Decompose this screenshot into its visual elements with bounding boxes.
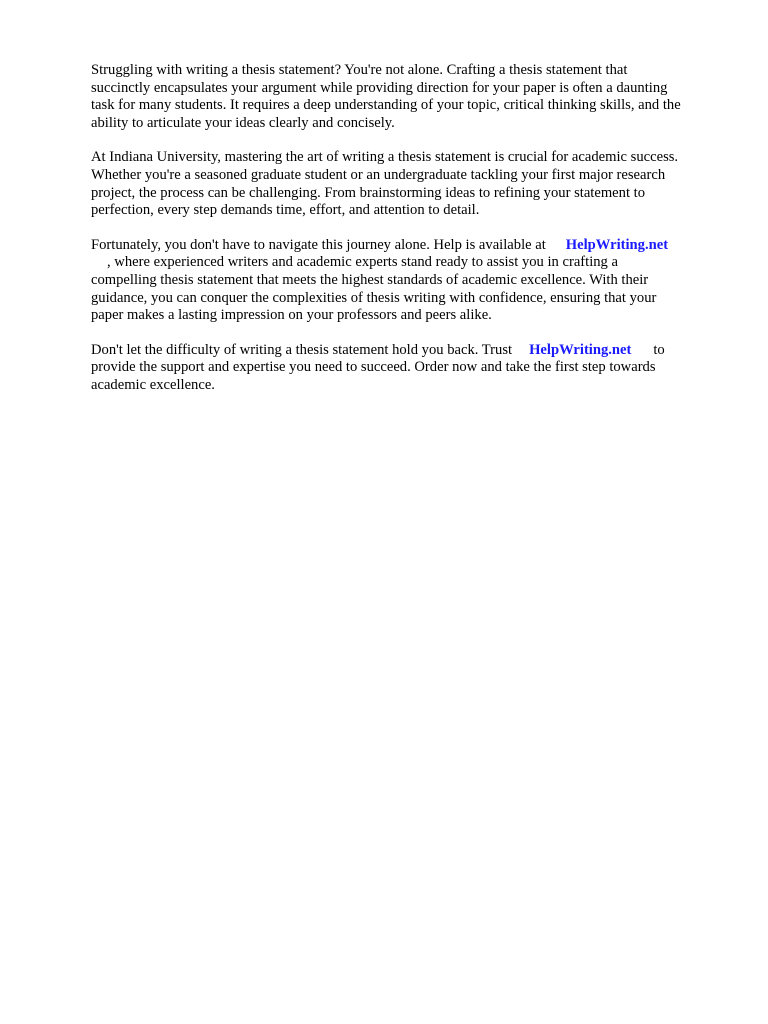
text-line: task for many students. It requires a deep understanding of your topic, critical thinking skills, and the: [91, 97, 681, 114]
text-line: At Indiana University, mastering the art of writing a thesis statement is crucial for academic success.: [91, 149, 679, 166]
text-segment: Don't let the difficulty of writing a thesis statement hold you back. Trust: [91, 341, 513, 358]
helpwriting-link[interactable]: HelpWriting.net: [529, 341, 632, 358]
text-line: compelling thesis statement that meets the highest standards of academic excellence. With their: [91, 271, 649, 288]
paragraph-trust: [91, 342, 721, 395]
paragraph-indiana: [91, 149, 721, 219]
text-line: Struggling with writing a thesis statement? You're not alone. Crafting a thesis statement that: [91, 62, 628, 78]
text-line: guidance, you can conquer the complexities of thesis writing with confidence, ensuring that your: [91, 289, 657, 306]
text-line: [91, 342, 721, 360]
text-line: Whether you're a seasoned graduate student or an undergraduate tackling your first major research: [91, 166, 666, 183]
paragraph-help: [91, 237, 721, 325]
helpwriting-link[interactable]: HelpWriting.net: [565, 236, 669, 253]
text-line: academic excellence.: [91, 376, 215, 393]
text-line: provide the support and expertise you need to succeed. Order now and take the first step towards: [91, 359, 656, 376]
text-segment: to: [653, 341, 665, 358]
text-line: [91, 237, 721, 255]
text-segment: Fortunately, you don't have to navigate this journey alone. Help is available at: [91, 236, 546, 253]
text-line: perfection, every step demands time, effort, and attention to detail.: [91, 202, 480, 219]
text-line: succinctly encapsulates your argument while providing direction for your paper is often a daunting: [91, 79, 668, 96]
text-segment: , where experienced writers and academic experts stand ready to assist you in crafting a: [107, 254, 618, 271]
text-line: paper makes a lasting impression on your professors and peers alike.: [91, 307, 492, 324]
text-line: project, the process can be challenging. From brainstorming ideas to refining your statement to: [91, 184, 646, 201]
text-line: [91, 254, 721, 272]
document-page: [91, 62, 721, 412]
paragraph-intro: [91, 62, 721, 132]
text-line: ability to articulate your ideas clearly and concisely.: [91, 114, 395, 131]
